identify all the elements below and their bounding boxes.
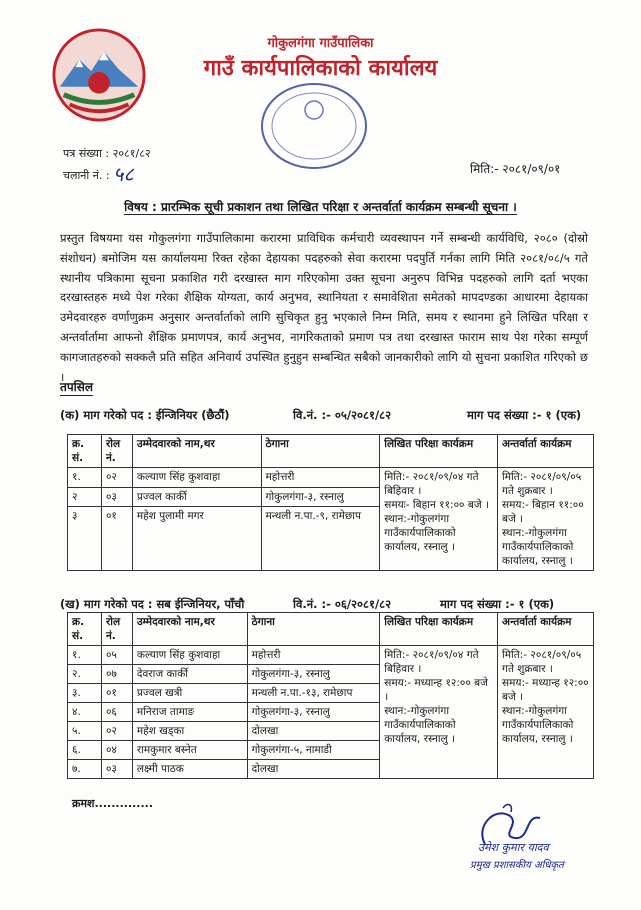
- interview-time: समय:- मध्यान्ह १२:०० बजे ।: [502, 677, 589, 703]
- written-place: स्थान:-गोकुलगंगा गाउँकार्यपालिकाको कार्यालय, रस्नालु ।: [384, 513, 456, 553]
- col-header: क्र. सं.: [68, 435, 102, 468]
- written-time: समय:- मध्यान्ह १२:०० बजे ।: [384, 677, 488, 703]
- col-header: रोल नं.: [101, 435, 132, 468]
- written-exam-schedule: [380, 646, 498, 779]
- table-header-row: [68, 613, 594, 646]
- col-header: रोल नं.: [101, 613, 132, 646]
- serial-cell: ६.: [68, 741, 102, 760]
- section1-demand: माग पद संख्या :- १ (एक): [467, 408, 582, 422]
- col-header: ठेगाना: [261, 435, 380, 468]
- signatory-name: उमेश कुमार यादव: [478, 841, 549, 854]
- interview-place: स्थान:-गोकुलगंगा गाउँकार्यपालिकाको कार्यालय, रस्नालु ।: [502, 527, 574, 567]
- interview-date: मिति:- २०८१/०९/०५ गते शुक्रबार ।: [502, 649, 582, 675]
- serial-cell: ५.: [68, 722, 102, 741]
- name-cell: महेश खड्का: [132, 722, 247, 741]
- interview-place: स्थान:-गोकुलगंगा गाउँकार्यपालिकाको कार्यालय, रस्नालु ।: [502, 705, 574, 745]
- serial-cell: ७.: [68, 760, 102, 779]
- roll-cell: ०३: [101, 760, 132, 779]
- address-cell: मन्थली न.पा.-९, रामेछाप: [261, 507, 380, 571]
- interview-time: समय:- बिहान ११:०० बजे ।: [502, 499, 584, 525]
- col-header: लिखित परिक्षा कार्यक्रम: [380, 613, 498, 646]
- serial-cell: ३: [68, 507, 102, 571]
- written-place: स्थान:-गोकुलगंगा गाउँकार्यपालिकाको कार्यालय, रस्नालु ।: [384, 705, 456, 745]
- roll-cell: ०४: [101, 741, 132, 760]
- name-cell: प्रज्वल खत्री: [132, 684, 247, 703]
- municipality-name: गोकुलगंगा गाउँपालिका: [267, 36, 374, 51]
- name-cell: रामकुमार बस्नेत: [132, 741, 247, 760]
- section2-advert-number: वि.नं. :- ०६/२०८१/८२: [293, 597, 392, 611]
- address-cell: गोकुलगंगा-५, नामाडी: [247, 741, 380, 760]
- address-cell: दोलखा: [247, 722, 380, 741]
- subject-line: विषय : प्रारम्भिक सूची प्रकाशन तथा लिखित परिक्षा र अन्तर्वार्ता कार्यक्रम सम्बन्धी सूचना ।: [124, 200, 517, 214]
- office-name: गाउँ कार्यपालिकाको कार्यालय: [203, 56, 438, 81]
- address-cell: महोत्तरी: [261, 468, 380, 488]
- address-cell: दोलखा: [247, 760, 380, 779]
- table-row: [68, 468, 594, 488]
- section2-table: [67, 612, 594, 779]
- col-header: लिखित परिक्षा कार्यक्रम: [380, 435, 498, 468]
- letter-date: मिति:- २०८१/०९/०१: [470, 162, 561, 176]
- name-cell: कल्याण सिंह कुशवाहा: [132, 468, 261, 488]
- section2-position: (ख) माग गरेको पद : सब ईन्जिनियर, पाँचौ: [60, 597, 245, 611]
- col-header: अन्तर्वार्ता कार्यक्रम: [498, 435, 594, 468]
- table-row: [68, 646, 594, 665]
- name-cell: महेश पुलामी मगर: [132, 507, 261, 571]
- roll-cell: ०५: [101, 646, 132, 665]
- col-header: क्र. सं.: [68, 613, 102, 646]
- roll-cell: ०१: [101, 684, 132, 703]
- address-cell: गोकुलगंगा-३, रस्नालु: [247, 703, 380, 722]
- interview-schedule: [498, 646, 594, 779]
- details-heading: तपसिल: [60, 380, 94, 394]
- serial-cell: ४.: [68, 703, 102, 722]
- written-date: मिति:- २०८१/०९/०४ गते बिहिवार ।: [384, 471, 479, 497]
- serial-cell: ३.: [68, 684, 102, 703]
- serial-cell: १.: [68, 468, 102, 488]
- serial-cell: २: [68, 487, 102, 507]
- col-header: ठेगाना: [247, 613, 380, 646]
- address-cell: महोत्तरी: [247, 646, 380, 665]
- roll-cell: ०१: [101, 507, 132, 571]
- section1-position: (क) माग गरेको पद : ईन्जिनियर (छैठौं): [60, 408, 230, 422]
- interview-date: मिति:- २०८१/०९/०५ गते शुक्रबार ।: [502, 471, 582, 497]
- roll-cell: ०२: [101, 722, 132, 741]
- office-stamp: [258, 80, 370, 172]
- roll-cell: ०७: [101, 665, 132, 684]
- roll-cell: ०६: [101, 703, 132, 722]
- letter-number: पत्र संख्या : २०८१/८२: [63, 147, 151, 160]
- serial-cell: २.: [68, 665, 102, 684]
- serial-cell: १.: [68, 646, 102, 665]
- col-header: अन्तर्वार्ता कार्यक्रम: [498, 613, 594, 646]
- roll-cell: ०२: [101, 468, 132, 488]
- name-cell: प्रज्वल कार्की: [132, 487, 261, 507]
- col-header: उम्मेदवारको नाम,थर: [132, 613, 247, 646]
- name-cell: देवराज कार्की: [132, 665, 247, 684]
- table-header-row: [68, 435, 594, 468]
- continued-marker: क्रमश..............: [72, 797, 154, 810]
- address-cell: गोकुलगंगा-३, रस्नालु: [261, 487, 380, 507]
- address-cell: गोकुलगंगा-३, रस्नालु: [247, 665, 380, 684]
- name-cell: लक्ष्मी पाठक: [132, 760, 247, 779]
- roll-cell: ०३: [101, 487, 132, 507]
- section1-advert-number: वि.नं. :- ०५/२०८१/८२: [293, 408, 392, 422]
- notice-body: प्रस्तुत विषयमा यस गोकुलगंगा गाउँपालिकामा करारमा प्राविधिक कर्मचारी व्यवस्थापन गर्ने सम्बन्धी कार्यविधि, २०८० (दोस्रो संशोधन) बमोजिम यस कार्यालयमा रिक्त रहेका देहायका पदहरुको सेवा करारमा पदपुर्ति गर्नका लागि मिति २०८१/०८/५ गते स्थानीय पत्रिकामा सूचना प्रकाशित गरी दरखास्त माग गरिएकोमा उक्त सूचना अनुरुप विभिन्न पदहरुको लागि दर्ता भएका दरखास्तहरु मध्ये पेश गरेका शैक्षिक योग्यता, कार्य अनुभव, स्थानियता र समावेशिता समेतको मापदण्डका आधारमा देहायका उमेदवारहरु वर्णाणुक्रम अनुसार अन्तर्वार्ताको लागि सुचिकृत हुनु भएकाले निम्न मिति, समय र स्थानमा हुने लिखित परिक्षा र अन्तर्वार्तामा आफनो शैक्षिक प्रमाणपत्र, कार्य अनुभव, नागरिकताको प्रमाण पत्र तथा दरखास्त फाराम साथ पेश गरेका सम्पूर्ण कागजातहरुको सक्कलै प्रति सहित अनिवार्य उपस्थित हुनुहुन सम्बन्धित सबैको जानकारीको लागि यो सुचना प्रकाशित गरिएको छ ।: [60, 231, 588, 384]
- written-exam-schedule: [380, 468, 498, 571]
- section1-table: [67, 434, 594, 571]
- name-cell: मनिराज तामाङ: [132, 703, 247, 722]
- interview-schedule: [498, 468, 594, 571]
- written-date: मिति:- २०८१/०९/०४ गते बिहिवार ।: [384, 649, 479, 675]
- dispatch-number: ५८: [113, 162, 134, 186]
- dispatch-number-label: चलानी नं. :: [63, 169, 110, 182]
- col-header: उम्मेदवारको नाम,थर: [132, 435, 261, 468]
- signatory-title: प्रमुख प्रशासकीय अधिकृत: [470, 860, 564, 871]
- section2-demand: माग पद संख्या :- १ (एक): [440, 597, 555, 611]
- address-cell: मन्थली न.पा.-१३, रामेछाप: [247, 684, 380, 703]
- written-time: समयः- बिहान ११:०० बजे ।: [384, 499, 489, 511]
- name-cell: कल्याण सिंह कुशवाहा: [132, 646, 247, 665]
